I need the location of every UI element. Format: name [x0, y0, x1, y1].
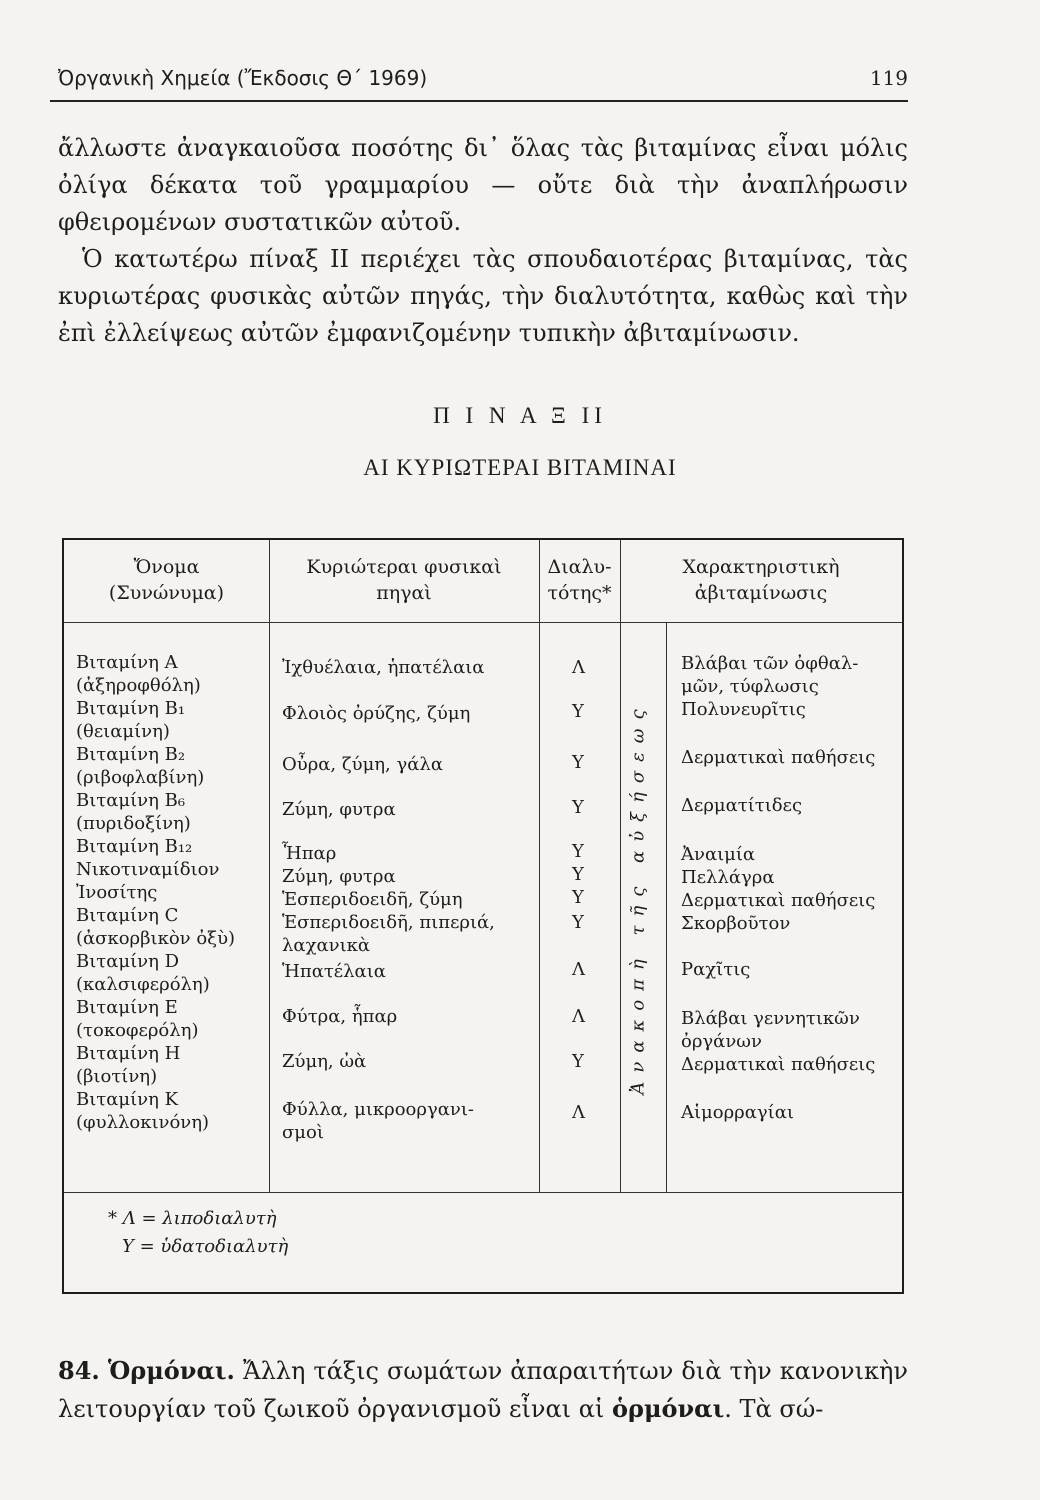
header-name: Ὄνομα (Συνώνυμα) — [108, 556, 225, 604]
header-rule — [64, 622, 902, 623]
source-cell: σμοὶ — [282, 1122, 324, 1143]
header-title: Ὀργανικὴ Χημεία (Ἔκδοσις Θ΄ 1969) — [58, 66, 428, 90]
vitamins-table — [62, 538, 904, 1294]
name-cell: Βιταμίνη Β₂ — [76, 744, 186, 765]
name-cell: Βιταμίνη Β₆ — [76, 790, 186, 811]
section-text-end: . Τὰ σώ- — [724, 1395, 824, 1423]
source-cell: Ἰχθυέλαια, ἡπατέλαια — [282, 657, 485, 678]
name-cell: Βιταμίνη Κ — [76, 1089, 179, 1110]
intro-paragraph-2: Ὁ κατωτέρω πίναξ ΙΙ περιέχει τὰς σπουδαιοτέρας βιταμίνας, τὰς κυριωτέρας φυσικὰς αὐτῶν πηγάς, τὴν διαλυτότητα, καθὼς καὶ τὴν ἐπὶ ἐλλείψεως αὐτῶν ἐμφανιζομένην τυπικὴν ἀβιταμίνωσιν. — [58, 245, 908, 347]
deficiency-cell: Δερματίτιδες — [681, 795, 803, 816]
name-cell: Νικοτιναμίδιον — [76, 859, 220, 880]
vertical-note — [618, 682, 658, 1112]
table-title: ΑΙ ΚΥΡΙΩΤΕΡΑΙ ΒΙΤΑΜΙΝΑΙ — [363, 455, 677, 480]
solubility-cell: Υ — [572, 797, 584, 818]
synonym-cell: (θειαμίνη) — [76, 721, 170, 742]
section-84 — [58, 1352, 908, 1428]
deficiency-cell: Ἀναιμία — [681, 844, 756, 865]
deficiency-cell: Αἱμορραγίαι — [681, 1102, 794, 1123]
synonym-cell: (καλσιφερόλη) — [76, 974, 210, 995]
synonym-cell: (βιοτίνη) — [76, 1066, 158, 1087]
solubility-cell: Υ — [572, 1051, 584, 1072]
synonym-cell: (ἀξηροφθόλη) — [76, 675, 201, 696]
column-divider — [269, 540, 270, 1192]
solubility-cell: Υ — [572, 912, 584, 933]
deficiency-cell: Βλάβαι γεννητικῶν — [681, 1008, 860, 1029]
section-text: Ἄλλη τάξις σωμάτων ἀπαραιτήτων διὰ τὴν κανονικὴν λειτουργίαν τοῦ ζωικοῦ ὀργανισμοῦ εἶναι αἱ — [58, 1357, 908, 1423]
growth-arrest-label: Ἀνακοπὴ τῆς αὐξήσεως — [627, 699, 649, 1095]
name-cell: Βιταμίνη Β₁ — [76, 698, 186, 719]
solubility-cell: Υ — [572, 701, 584, 722]
name-cell: Βιταμίνη Ε — [76, 997, 178, 1018]
synonym-cell: (φυλλοκινόνη) — [76, 1112, 210, 1133]
footnote-line: * Λ = λιποδιαλυτὴ — [108, 1208, 277, 1229]
source-cell: Ζύμη, φυτρα — [282, 866, 396, 887]
header-sources: Κυριώτεραι φυσικαὶ πηγαὶ — [306, 556, 502, 604]
column-divider — [666, 622, 667, 1192]
deficiency-cell: Ραχῖτις — [681, 959, 751, 980]
solubility-cell: Λ — [572, 959, 585, 980]
source-cell: Φύτρα, ἧπαρ — [282, 1006, 398, 1027]
source-cell: λαχανικὰ — [282, 935, 371, 956]
footer-rule — [64, 1192, 902, 1193]
solubility-cell: Λ — [572, 657, 585, 678]
deficiency-cell: Δερματικαὶ παθήσεις — [681, 747, 876, 768]
name-cell: Βιταμίνη Β₁₂ — [76, 836, 193, 857]
table-label: Π Ι Ν Α Ξ ΙΙ — [433, 403, 607, 428]
source-cell: Οὖρα, ζύμη, γάλα — [282, 754, 443, 775]
synonym-cell: (ἀσκορβικὸν ὀξὺ) — [76, 928, 236, 949]
source-cell: Ἑσπεριδοειδῆ, ζύμη — [282, 889, 463, 910]
intro-text — [58, 130, 908, 352]
deficiency-cell: Πελλάγρα — [681, 867, 775, 888]
synonym-cell: (τοκοφερόλη) — [76, 1020, 199, 1041]
synonym-cell: (ριβοφλαβίνη) — [76, 767, 205, 788]
source-cell: Φλοιὸς ὀρύζης, ζύμη — [282, 703, 471, 724]
name-cell: Βιταμίνη Η — [76, 1043, 181, 1064]
name-cell: Βιταμίνη D — [76, 951, 180, 972]
deficiency-cell: μῶν, τύφλωσις — [681, 676, 819, 697]
solubility-cell: Υ — [572, 887, 584, 908]
synonym-cell: (πυριδοξίνη) — [76, 813, 191, 834]
solubility-cell: Υ — [572, 864, 584, 885]
source-cell: Ζύμη, ὠὰ — [282, 1051, 367, 1072]
deficiency-cell: Σκορβοῦτον — [681, 913, 791, 934]
footnote-line: Υ = ὑδατοδιαλυτὴ — [122, 1236, 289, 1257]
section-heading: Ὁρμόναι. — [107, 1356, 235, 1385]
bold-term: ὁρμόναι — [611, 1394, 725, 1423]
header-deficiency: Χαρακτηριστικὴ ἀβιταμίνωσις — [682, 556, 840, 604]
solubility-cell: Υ — [572, 752, 584, 773]
page-number: 119 — [869, 66, 908, 90]
source-cell: Ἑσπεριδοειδῆ, πιπεριά, — [282, 912, 495, 933]
name-cell: Βιταμίνη Α — [76, 652, 178, 673]
deficiency-cell: Πολυνευρῖτις — [681, 699, 806, 720]
solubility-cell: Υ — [572, 841, 584, 862]
deficiency-cell: ὀργάνων — [681, 1031, 762, 1052]
running-header — [50, 62, 908, 102]
solubility-cell: Λ — [572, 1102, 585, 1123]
deficiency-cell: Δερματικαὶ παθήσεις — [681, 890, 876, 911]
source-cell: Ζύμη, φυτρα — [282, 799, 396, 820]
source-cell: Ἡπατέλαια — [282, 961, 386, 982]
deficiency-cell: Δερματικαὶ παθήσεις — [681, 1054, 876, 1075]
solubility-cell: Λ — [572, 1006, 585, 1027]
section-number: 84. — [58, 1356, 100, 1385]
name-cell: Βιταμίνη C — [76, 905, 179, 926]
source-cell: Ἧπαρ — [282, 843, 337, 864]
source-cell: Φύλλα, μικροοργανι- — [282, 1099, 474, 1120]
column-divider — [539, 540, 540, 1192]
intro-paragraph-1: ἄλλωστε ἀναγκαιοῦσα ποσότης δι᾽ ὅλας τὰς βιταμίνας εἶναι μόλις ὀλίγα δέκατα τοῦ γραμμαρίου — οὔτε διὰ τὴν ἀναπλήρωσιν φθειρομένων συστατικῶν αὐτοῦ. — [58, 134, 908, 236]
name-cell: Ἰνοσίτης — [76, 882, 158, 903]
header-solubility: Διαλυ- τότης* — [547, 556, 612, 604]
deficiency-cell: Βλάβαι τῶν ὀφθαλ- — [681, 653, 859, 674]
